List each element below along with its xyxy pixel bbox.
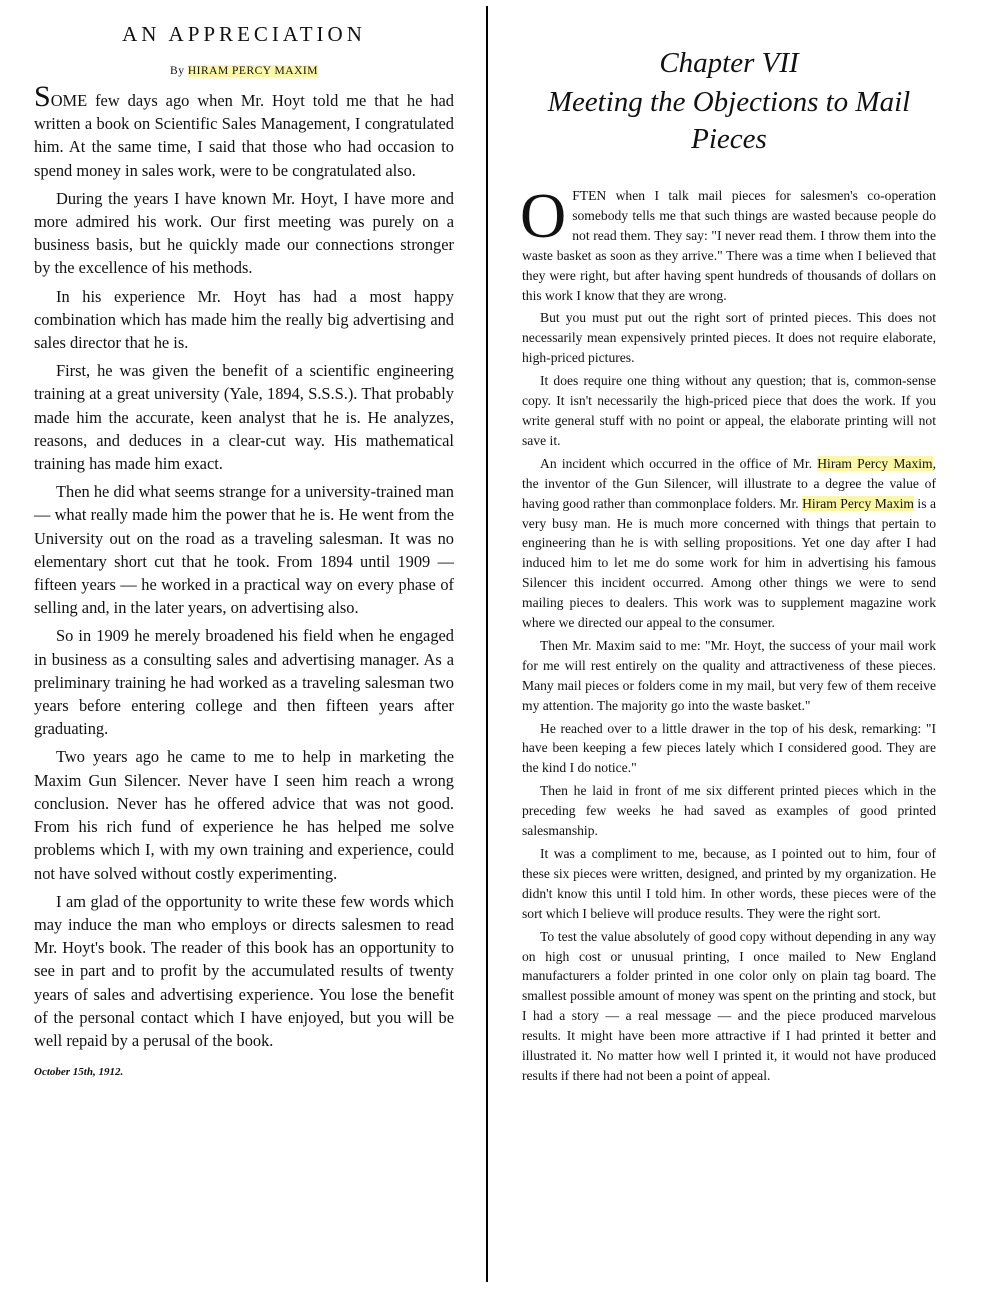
chapter-paragraph: To test the value absolutely of good copy without depending in any way on high cost or unusual printing, I once mailed to New England manufacturers a folder printed in one color only on plain tag board. The smallest possible amount of money was spent on the printing and stock, but I had a story — a real message — and the piece produced marvelous results. It might have been more attractive if I had printed it better and illustrated it. No matter how well I printed it, it would not have produced results if there had not been a point of appeal. <box>522 928 936 1083</box>
appreciation-paragraph: In his experience Mr. Hoyt has had a most happy combination which has made him the really big advertising and sales director that he is. <box>34 286 454 353</box>
byline <box>34 65 454 77</box>
initial-letter: S <box>34 80 51 113</box>
byline-prefix: By <box>170 65 185 77</box>
appreciation-paragraph: So in 1909 he merely broadened his field when he engaged in business as a consulting sales and advertising manager. As a preliminary training he had worked as a traveling salesman two years before entering college and then fifteen years after graduating. <box>34 626 454 739</box>
chapter-paragraph-1 <box>520 180 936 305</box>
first-paragraph-text: OME few days ago when Mr. Hoyt told me that he had written a book on Scientific Sales Management, I congratulated him. At the same time, I said that those who had occasion to spend money in sales work, were to be congratulated also. <box>34 91 454 180</box>
appreciation-paragraph-1 <box>34 80 454 182</box>
para-text: , the inventor of the Gun Silencer, will illustrate to a degree the value of having good rather than commonplace folders. Mr. <box>522 455 936 511</box>
chapter-title: Meeting the Objections to Mail Pieces <box>547 86 911 155</box>
appreciation-paragraph: Two years ago he came to me to help in marketing the Maxim Gun Silencer. Never have I seen him reach a wrong conclusion. Never has he offered advice that was not good. From his rich fund of experience he has helped me solve problems which I, with my own training and experience, could not have solved without costly experimenting. <box>34 747 454 883</box>
chapter-column <box>522 0 936 1089</box>
byline-author: HIRAM PERCY MAXIM <box>187 65 318 77</box>
chapter-paragraph: But you must put out the right sort of printed pieces. This does not necessarily mean expensively printed pieces. It does not require elaborate, high-priced pictures. <box>522 310 936 366</box>
appreciation-paragraph: First, he was given the benefit of a scientific engineering training at a great university (Yale, 1894, S.S.S.). That probably made him the accurate, keen analyst that he is. He analyzes, reasons, and deduces in a clear-cut way. His mathematical training has made him exact. <box>34 361 454 474</box>
appreciation-date: October 15th, 1912. <box>34 1066 124 1079</box>
chapter-paragraph: He reached over to a little drawer in the top of his desk, remarking: "I have been keeping a few pieces lately which I considered good. They are the kind I do notice." <box>522 720 936 776</box>
chapter-paragraph: It does require one thing without any question; that is, common-sense copy. It isn't necessarily the high-priced piece that does the work. If you write general stuff with no point or appeal, the elaborate printing will not save it. <box>522 373 936 448</box>
chapter-first-text: FTEN when I talk mail pieces for salesmen's co-operation somebody tells me that such things are wasted because people do not read them. They say: "I never read them. I throw them into the waste basket as soon as they arrive." There was a time when I believed that they were right, but after having spent hundreds of thousands of dollars on this work I know that they are wrong. <box>522 188 936 303</box>
appreciation-column <box>34 0 454 1078</box>
appreciation-title: AN APPRECIATION <box>122 22 366 46</box>
para-text: An incident which occurred in the office of Mr. <box>540 455 813 471</box>
chapter-paragraph-maxim <box>522 454 936 633</box>
chapter-number: Chapter VII <box>659 47 799 79</box>
highlighted-name: Hiram Percy Maxim <box>817 455 933 471</box>
appreciation-paragraph: I am glad of the opportunity to write these few words which may induce the man who employs or directs salesmen to read Mr. Hoyt's book. The reader of this book has an opportunity to see in part and to profit by the accumulated results of twenty years of sales and advertising experience. You lose the benefit of the personal contact which I have enjoyed, but you will be well repaid by a perusal of the book. <box>34 891 454 1050</box>
drop-cap: O <box>520 180 567 251</box>
para-text: is a very busy man. He is much more concerned with things that pertain to engineering than he is with selling propositions. Yet one day after I had induced him to let me do some work for him in advertising his famous Silencer this incident occurred. Among other things we were to send mailing pieces to dealers. This work was to supplement magazine work where we directed our appeal to the consumer. <box>522 495 936 631</box>
chapter-paragraph: Then Mr. Maxim said to me: "Mr. Hoyt, the success of your mail work for me will rest entirely on the quality and attractiveness of these pieces. Many mail pieces or folders come in my mail, but very few of them receive my attention. The majority go into the waste basket." <box>522 637 936 713</box>
appreciation-paragraph: During the years I have known Mr. Hoyt, I have more and more admired his work. Our first meeting was purely on a business basis, but he quickly made our connections stronger by the excellence of his methods. <box>34 188 454 278</box>
chapter-paragraph: Then he laid in front of me six different printed pieces which in the preceding few weeks he had saved as examples of good printed salesmanship. <box>522 783 936 839</box>
chapter-paragraph: It was a compliment to me, because, as I pointed out to him, four of these six pieces were written, designed, and printed by my organization. He didn't know this until I told him. In other words, these pieces were of the sort which I believe will produce results. They were the right sort. <box>522 846 936 921</box>
column-divider <box>486 6 488 1282</box>
highlighted-name: Hiram Percy Maxim <box>802 495 914 511</box>
appreciation-paragraph: Then he did what seems strange for a university-trained man — what really made him the power that he is. He went from the University out on the road as a traveling salesman. It was no elementary short cut that he took. From 1894 until 1909 — fifteen years — he worked in a practical way on every phase of selling and, in the later years, on advertising also. <box>34 482 454 618</box>
